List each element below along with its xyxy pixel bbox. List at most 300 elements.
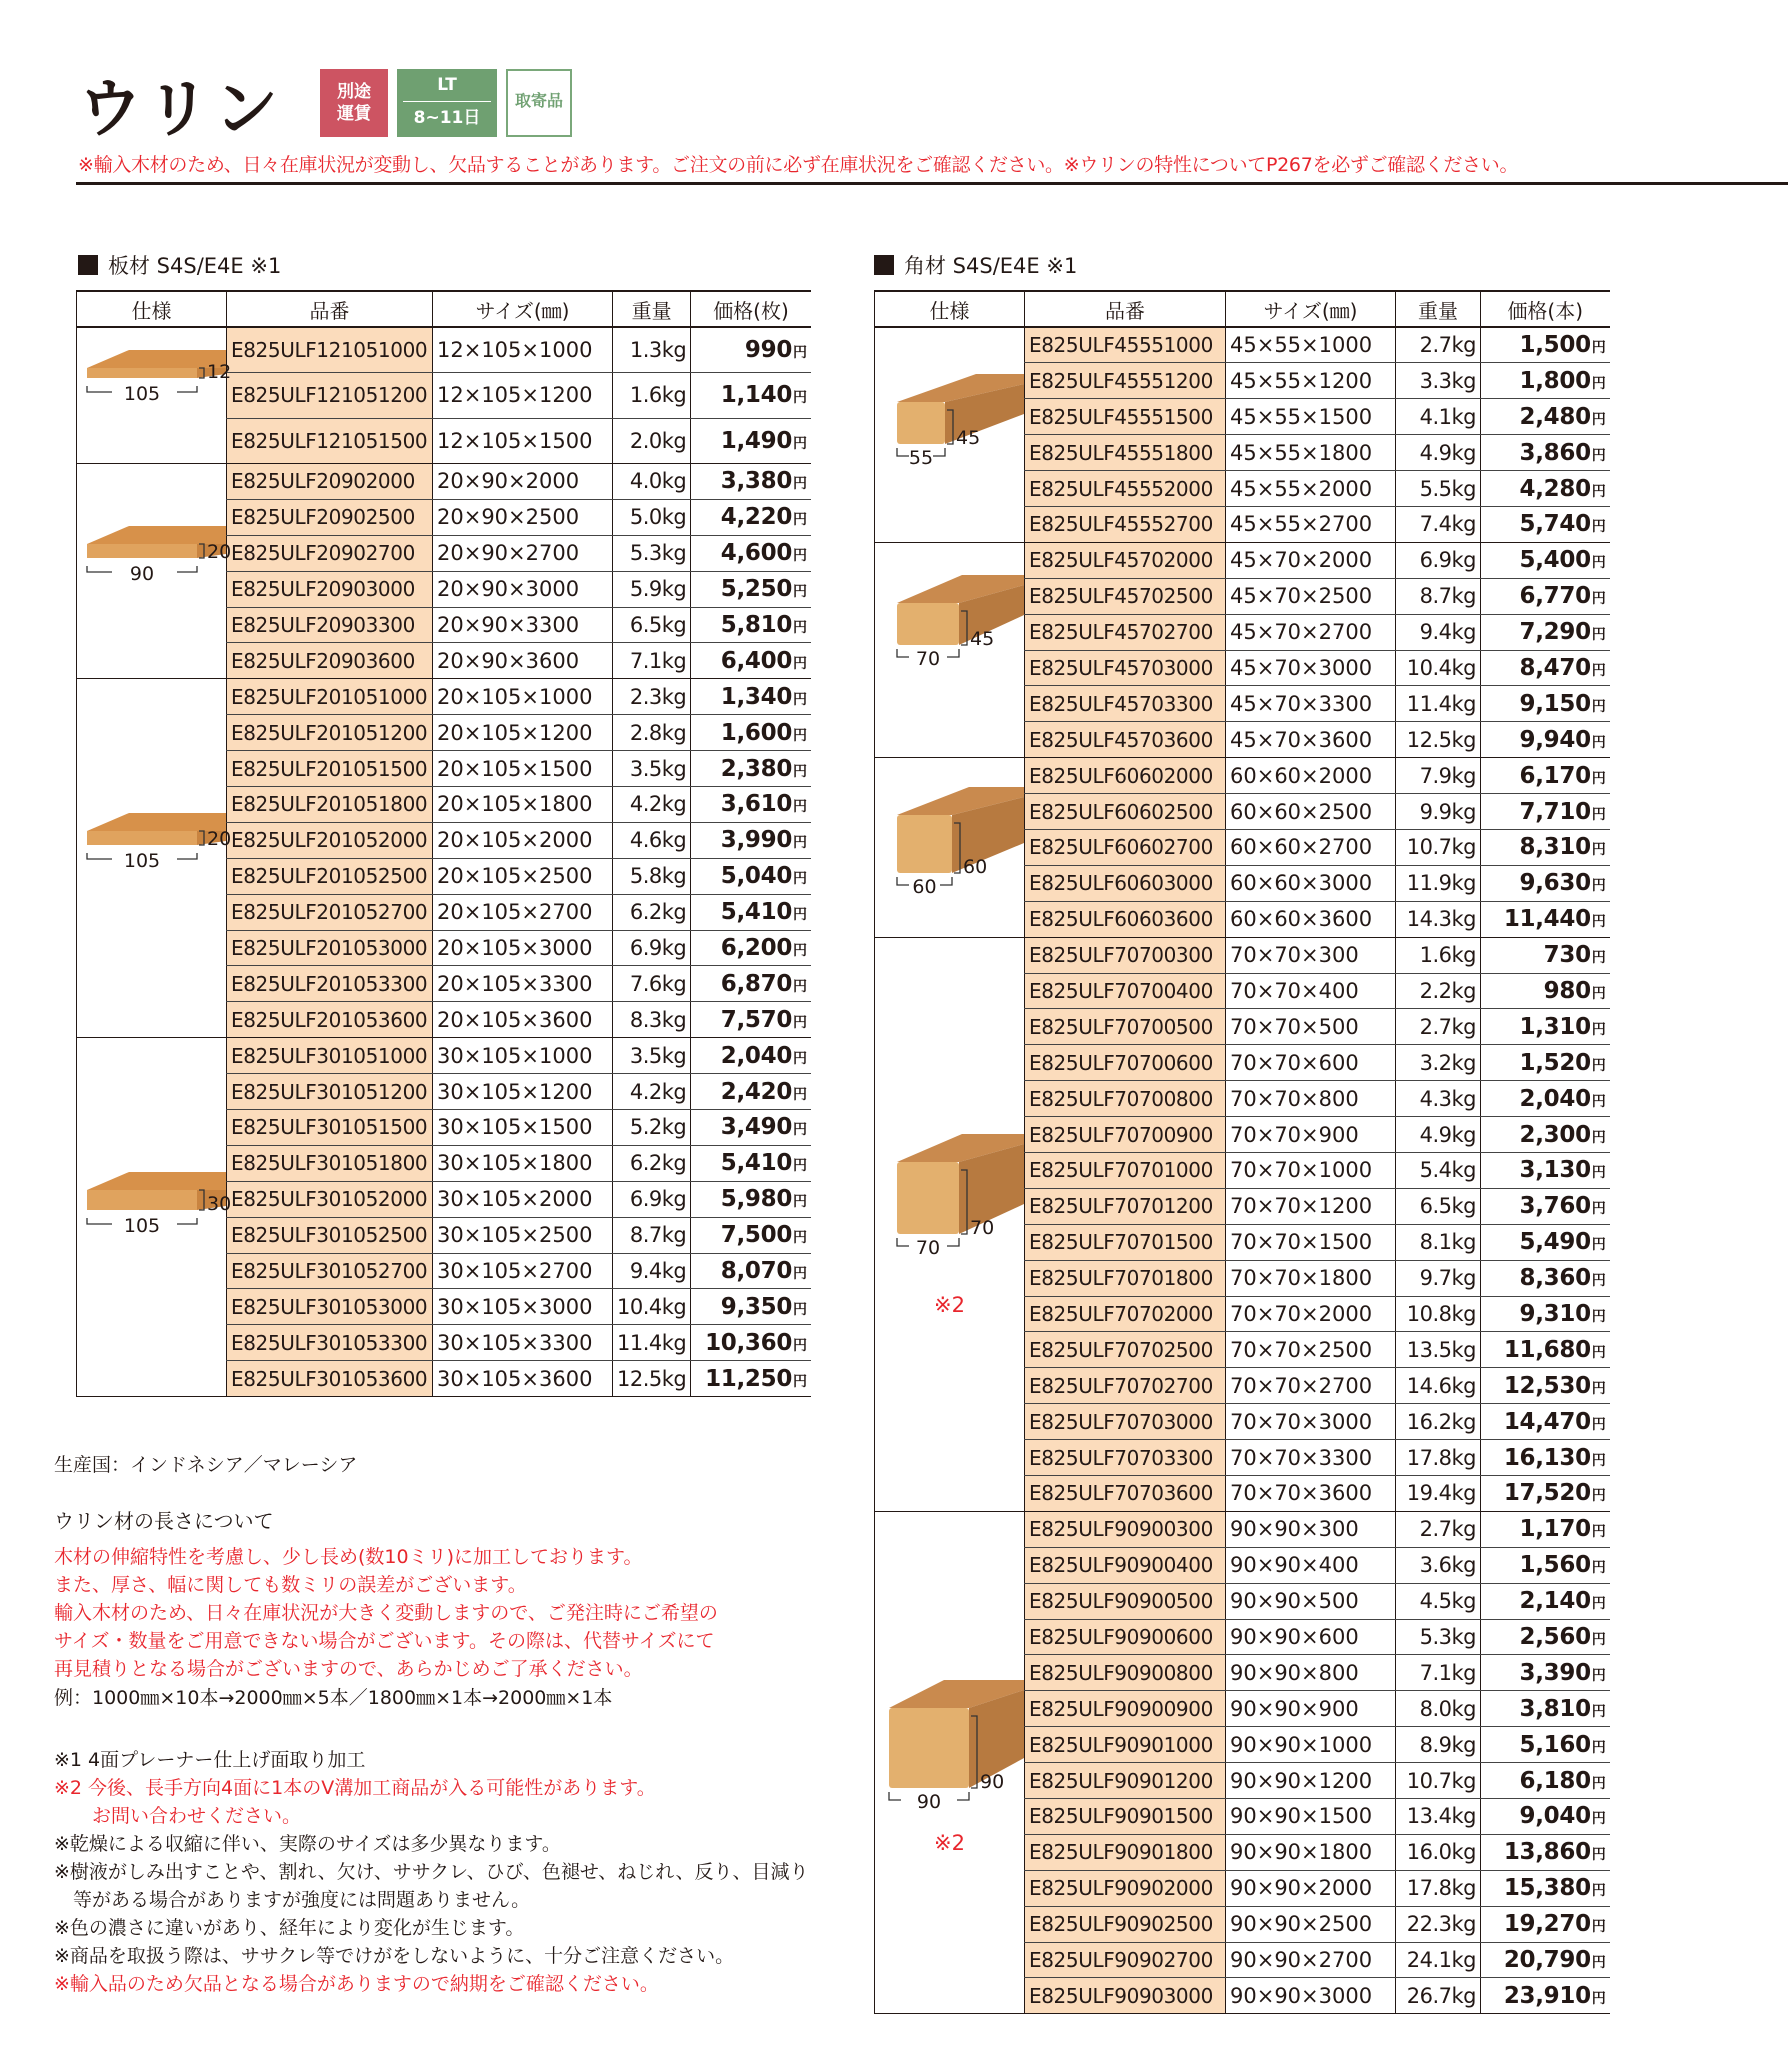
size: 12×105×1200 [433,373,613,419]
weight: 4.9kg [1396,1117,1481,1153]
weight: 1.6kg [1396,937,1481,973]
weight: 5.3kg [613,535,691,571]
weight: 11.4kg [1396,686,1481,722]
size: 20×105×3300 [433,966,613,1002]
size: 30×105×2700 [433,1253,613,1289]
size: 20×90×2500 [433,499,613,535]
yen-unit: 円 [1591,1739,1606,1756]
weight: 4.2kg [613,1074,691,1110]
size: 60×60×2700 [1226,829,1396,865]
post-front-face [897,1162,959,1234]
part-number: E825ULF45702000 [1025,542,1226,578]
part-number: E825ULF201051200 [227,715,433,751]
size: 45×55×1500 [1226,399,1396,435]
weight: 5.0kg [613,499,691,535]
weight: 2.0kg [613,418,691,464]
yen-unit: 円 [1591,1883,1606,1900]
price: 3,860円 [1481,435,1610,471]
width-label: 55 [908,447,934,470]
part-number: E825ULF70701000 [1025,1152,1226,1188]
yen-unit: 円 [1591,447,1606,464]
size: 45×55×1000 [1226,327,1396,363]
part-number: E825ULF121051500 [227,418,433,464]
length-note-line: 再見積りとなる場合がございますので、あらかじめご了承ください。 [54,1658,643,1680]
size: 90×90×400 [1226,1547,1396,1583]
price: 4,220円 [691,499,811,535]
price: 3,380円 [691,464,811,500]
price: 8,310円 [1481,829,1610,865]
yen-unit: 円 [793,1050,807,1067]
size: 70×70×1800 [1226,1260,1396,1296]
size: 45×70×3600 [1226,722,1396,758]
height-label: 70 [970,1216,995,1239]
boards-heading [78,250,281,280]
weight: 2.2kg [1396,973,1481,1009]
price: 15,380円 [1481,1870,1610,1906]
size: 45×70×2500 [1226,578,1396,614]
price: 13,860円 [1481,1834,1610,1870]
size: 30×105×3300 [433,1325,613,1361]
thickness-label: 20 [207,540,232,563]
spec-image-cell [875,1511,1025,2013]
price: 5,160円 [1481,1727,1610,1763]
table-row [875,758,1610,794]
yen-unit: 円 [793,1337,807,1354]
yen-unit: 円 [793,799,807,816]
part-number: E825ULF20902500 [227,499,433,535]
board-illustration [77,504,232,634]
weight: 2.3kg [613,679,691,715]
footnote-line: ※商品を取扱う際は、ササクレ等でけがをしないように、十分ご注意ください。 [54,1945,735,1967]
part-number: E825ULF70703600 [1025,1476,1226,1512]
yen-unit: 円 [793,1122,807,1139]
length-example: 例：1000㎜×10本→2000㎜×5本／1800㎜×1本→2000㎜×1本 [54,1687,613,1709]
size: 20×90×3000 [433,571,613,607]
price: 12,530円 [1481,1368,1610,1404]
weight: 17.8kg [1396,1440,1481,1476]
price: 2,300円 [1481,1117,1610,1153]
size: 20×90×3300 [433,607,613,643]
part-number: E825ULF90900900 [1025,1691,1226,1727]
weight: 22.3kg [1396,1906,1481,1942]
post-illustration [875,785,1024,905]
size: 20×105×2700 [433,894,613,930]
part-number: E825ULF121051200 [227,373,433,419]
weight: 3.5kg [613,751,691,787]
part-number: E825ULF45703000 [1025,650,1226,686]
table-row [77,679,811,715]
part-number: E825ULF70702000 [1025,1296,1226,1332]
weight: 6.5kg [613,607,691,643]
price: 5,400円 [1481,542,1610,578]
height-label: 45 [956,427,981,450]
yen-unit: 円 [793,943,807,960]
part-number: E825ULF201053600 [227,1002,433,1038]
weight: 8.1kg [1396,1224,1481,1260]
size: 30×105×1800 [433,1145,613,1181]
yen-unit: 円 [1591,555,1606,572]
part-number: E825ULF45702700 [1025,614,1226,650]
weight: 7.4kg [1396,506,1481,542]
post-illustration [875,372,1024,492]
spec-illustration [875,1132,1024,1317]
part-number: E825ULF60603600 [1025,901,1226,937]
price: 1,800円 [1481,363,1610,399]
price: 9,310円 [1481,1296,1610,1332]
spec-image-cell [875,937,1025,1511]
yen-unit: 円 [793,1373,807,1390]
column-header: サイズ(㎜) [1226,291,1396,327]
size: 30×105×3000 [433,1289,613,1325]
yen-unit: 円 [1591,1093,1606,1110]
weight: 6.9kg [613,1181,691,1217]
part-number: E825ULF70700900 [1025,1117,1226,1153]
part-number: E825ULF20903300 [227,607,433,643]
weight: 7.9kg [1396,758,1481,794]
yen-unit: 円 [1591,985,1606,1002]
yen-unit: 円 [1591,770,1606,787]
size: 70×70×800 [1226,1081,1396,1117]
price: 4,600円 [691,535,811,571]
weight: 16.2kg [1396,1404,1481,1440]
size: 20×105×1000 [433,679,613,715]
yen-unit: 円 [1591,1021,1606,1038]
yen-unit: 円 [793,691,807,708]
size: 70×70×1200 [1226,1188,1396,1224]
table-row [875,542,1610,578]
part-number: E825ULF301051500 [227,1110,433,1146]
yen-unit: 円 [793,1230,807,1247]
part-number: E825ULF20902700 [227,535,433,571]
price: 5,410円 [691,894,811,930]
yen-unit: 円 [793,512,807,529]
part-number: E825ULF90900500 [1025,1583,1226,1619]
width-label: 60 [912,875,937,898]
yen-unit: 円 [1591,1703,1606,1720]
part-number: E825ULF70703000 [1025,1404,1226,1440]
yen-unit: 円 [1591,1452,1606,1469]
price: 4,280円 [1481,471,1610,507]
price: 3,760円 [1481,1188,1610,1224]
price: 5,040円 [691,858,811,894]
price: 1,490円 [691,418,811,464]
width-label: 105 [123,849,161,872]
width-label: 90 [129,562,155,585]
part-number: E825ULF70700300 [1025,937,1226,973]
size: 45×70×2700 [1226,614,1396,650]
footnote-line: ※乾燥による収縮に伴い、実際のサイズは多少異なります。 [54,1833,561,1855]
size: 70×70×300 [1226,937,1396,973]
width-label: 70 [915,647,941,670]
price: 8,070円 [691,1253,811,1289]
yen-unit: 円 [1591,842,1606,859]
size: 70×70×3300 [1226,1440,1396,1476]
part-number: E825ULF70700500 [1025,1009,1226,1045]
weight: 6.9kg [1396,542,1481,578]
yen-unit: 円 [1591,1775,1606,1792]
part-number: E825ULF45551500 [1025,399,1226,435]
weight: 8.0kg [1396,1691,1481,1727]
part-number: E825ULF201051500 [227,751,433,787]
origin-country: 生産国：インドネシア／マレーシア [54,1454,358,1476]
price: 10,360円 [691,1325,811,1361]
size: 20×105×3600 [433,1002,613,1038]
part-number: E825ULF90902500 [1025,1906,1226,1942]
board-top-face [87,1172,226,1190]
yen-unit: 円 [1591,1416,1606,1433]
part-number: E825ULF201052500 [227,858,433,894]
footnote-line: ※輸入品のため欠品となる場合がありますので納期をご確認ください。 [54,1973,659,1995]
size: 20×105×2500 [433,858,613,894]
weight: 6.5kg [1396,1188,1481,1224]
weight: 4.2kg [613,787,691,823]
width-label: 90 [916,1791,942,1814]
price: 5,250円 [691,571,811,607]
yen-unit: 円 [1591,1165,1606,1182]
weight: 5.3kg [1396,1619,1481,1655]
weight: 8.9kg [1396,1727,1481,1763]
size: 90×90×2000 [1226,1870,1396,1906]
board-front-face [87,831,197,845]
yen-unit: 円 [793,835,807,852]
weight: 4.3kg [1396,1081,1481,1117]
yen-unit: 円 [1591,1919,1606,1936]
yen-unit: 円 [793,1158,807,1175]
table-row [77,1038,811,1074]
weight: 6.2kg [613,1145,691,1181]
size: 60×60×3000 [1226,865,1396,901]
size: 20×105×1500 [433,751,613,787]
posts-heading [874,250,1077,280]
part-number: E825ULF70702500 [1025,1332,1226,1368]
part-number: E825ULF201052700 [227,894,433,930]
size: 30×105×1500 [433,1110,613,1146]
part-number: E825ULF45551000 [1025,327,1226,363]
spec-illustration [875,785,1024,910]
price: 11,680円 [1481,1332,1610,1368]
weight: 2.8kg [613,715,691,751]
weight: 8.7kg [1396,578,1481,614]
size: 45×55×2700 [1226,506,1396,542]
size: 90×90×2500 [1226,1906,1396,1942]
spec-illustration [875,372,1024,497]
weight: 4.0kg [613,464,691,500]
part-number: E825ULF70700400 [1025,973,1226,1009]
weight: 3.6kg [1396,1547,1481,1583]
size: 90×90×600 [1226,1619,1396,1655]
part-number: E825ULF90902000 [1025,1870,1226,1906]
price: 1,560円 [1481,1547,1610,1583]
yen-unit: 円 [1591,662,1606,679]
price: 5,490円 [1481,1224,1610,1260]
weight: 14.6kg [1396,1368,1481,1404]
size: 90×90×2700 [1226,1942,1396,1978]
weight: 12.5kg [613,1361,691,1397]
weight: 13.4kg [1396,1799,1481,1835]
price: 3,610円 [691,787,811,823]
weight: 9.7kg [1396,1260,1481,1296]
yen-unit: 円 [1591,1237,1606,1254]
part-number: E825ULF70700800 [1025,1081,1226,1117]
part-number: E825ULF201051800 [227,787,433,823]
yen-unit: 円 [1591,1380,1606,1397]
column-header: 重量 [613,291,691,327]
lead-time-badge [397,69,497,137]
square-bullet-icon [874,255,894,275]
part-number: E825ULF90901500 [1025,1799,1226,1835]
weight: 26.7kg [1396,1978,1481,2014]
price: 2,040円 [1481,1081,1610,1117]
board-front-face [87,544,197,558]
weight: 10.8kg [1396,1296,1481,1332]
part-number: E825ULF20903000 [227,571,433,607]
yen-unit: 円 [793,727,807,744]
price: 8,470円 [1481,650,1610,686]
yen-unit: 円 [1591,1667,1606,1684]
yen-unit: 円 [1591,1308,1606,1325]
part-number: E825ULF301051200 [227,1074,433,1110]
price: 20,790円 [1481,1942,1610,1978]
weight: 10.4kg [613,1289,691,1325]
size: 60×60×2000 [1226,758,1396,794]
table-row [77,464,811,500]
column-header: 価格(枚) [691,291,811,327]
part-number: E825ULF45703300 [1025,686,1226,722]
yen-unit: 円 [1591,340,1606,357]
spec-illustration [77,504,232,639]
weight: 1.6kg [613,373,691,419]
weight: 16.0kg [1396,1834,1481,1870]
yen-unit: 円 [1591,1344,1606,1361]
weight: 5.4kg [1396,1152,1481,1188]
price: 2,040円 [691,1038,811,1074]
size: 20×90×3600 [433,643,613,679]
board-front-face [87,368,197,378]
yen-unit: 円 [793,548,807,565]
weight: 2.7kg [1396,327,1481,363]
size: 70×70×1000 [1226,1152,1396,1188]
footnote-line: ※樹液がしみ出すことや、割れ、欠け、ササクレ、ひび、色褪せ、ねじれ、反り、目減り [54,1861,809,1883]
price: 1,140円 [691,373,811,419]
spec-illustration [77,791,232,926]
yen-unit: 円 [1591,411,1606,428]
weight: 2.7kg [1396,1009,1481,1045]
price: 6,870円 [691,966,811,1002]
post-illustration [875,1132,1024,1282]
yen-unit: 円 [793,655,807,672]
yen-unit: 円 [793,871,807,888]
yen-unit: 円 [1591,878,1606,895]
weight: 9.4kg [613,1253,691,1289]
size: 12×105×1000 [433,327,613,373]
weight: 4.6kg [613,822,691,858]
length-heading: ウリン材の長さについて [54,1509,274,1533]
spec-illustration [875,573,1024,728]
yen-unit: 円 [1591,519,1606,536]
size: 70×70×500 [1226,1009,1396,1045]
price: 1,600円 [691,715,811,751]
size: 90×90×1200 [1226,1763,1396,1799]
post-illustration [875,1670,1024,1820]
weight: 11.4kg [613,1325,691,1361]
post-front-face [897,603,959,645]
weight: 7.1kg [1396,1655,1481,1691]
size: 30×105×1200 [433,1074,613,1110]
price: 19,270円 [1481,1906,1610,1942]
yen-unit: 円 [793,978,807,995]
size: 90×90×1800 [1226,1834,1396,1870]
yen-unit: 円 [1591,806,1606,823]
weight: 4.1kg [1396,399,1481,435]
part-number: E825ULF45702500 [1025,578,1226,614]
spec-image-cell [875,758,1025,937]
part-number: E825ULF45551200 [1025,363,1226,399]
size: 60×60×2500 [1226,794,1396,830]
weight: 8.7kg [613,1217,691,1253]
price: 1,520円 [1481,1045,1610,1081]
size: 70×70×3000 [1226,1404,1396,1440]
price: 3,390円 [1481,1655,1610,1691]
part-number: E825ULF60602500 [1025,794,1226,830]
yen-unit: 円 [1591,1201,1606,1218]
column-header: 重量 [1396,291,1481,327]
part-number: E825ULF20902000 [227,464,433,500]
width-label: 105 [123,383,161,405]
price: 6,200円 [691,930,811,966]
price: 5,980円 [691,1181,811,1217]
size: 45×55×2000 [1226,471,1396,507]
part-number: E825ULF301052500 [227,1217,433,1253]
price: 2,420円 [691,1074,811,1110]
yen-unit: 円 [793,1266,807,1283]
price: 3,810円 [1481,1691,1610,1727]
price: 7,290円 [1481,614,1610,650]
board-front-face [87,1190,197,1210]
price: 9,940円 [1481,722,1610,758]
price: 5,740円 [1481,506,1610,542]
weight: 4.5kg [1396,1583,1481,1619]
spec-image-cell [875,542,1025,757]
spec-illustration [875,1670,1024,1855]
weight: 7.6kg [613,966,691,1002]
footnote-line: 等がある場合がありますが強度には問題ありません。 [54,1889,531,1911]
yen-unit: 円 [1591,1811,1606,1828]
yen-unit: 円 [1591,950,1606,967]
yen-unit: 円 [1591,591,1606,608]
footnote-line: ※色の濃さに違いがあり、経年により変化が生じます。 [54,1917,525,1939]
part-number: E825ULF90900300 [1025,1511,1226,1547]
price: 6,180円 [1481,1763,1610,1799]
price: 7,710円 [1481,794,1610,830]
weight: 10.7kg [1396,829,1481,865]
post-front-face [889,1708,969,1788]
length-note-line: また、厚さ、幅に関しても数ミリの誤差がございます。 [54,1574,527,1596]
size: 20×105×3000 [433,930,613,966]
price: 6,170円 [1481,758,1610,794]
divider [76,182,1788,185]
price: 5,410円 [691,1145,811,1181]
footnote-line: ※1 4面プレーナー仕上げ面取り加工 [54,1749,366,1771]
table-row [875,937,1610,973]
size: 70×70×1500 [1226,1224,1396,1260]
thickness-label: 12 [207,361,232,383]
size: 70×70×400 [1226,973,1396,1009]
post-front-face [897,815,952,873]
length-note-line: 輸入木材のため、日々在庫状況が大きく変動しますので、ご発注時にご希望の [54,1602,718,1624]
price: 9,040円 [1481,1799,1610,1835]
part-number: E825ULF301051000 [227,1038,433,1074]
price: 6,770円 [1481,578,1610,614]
